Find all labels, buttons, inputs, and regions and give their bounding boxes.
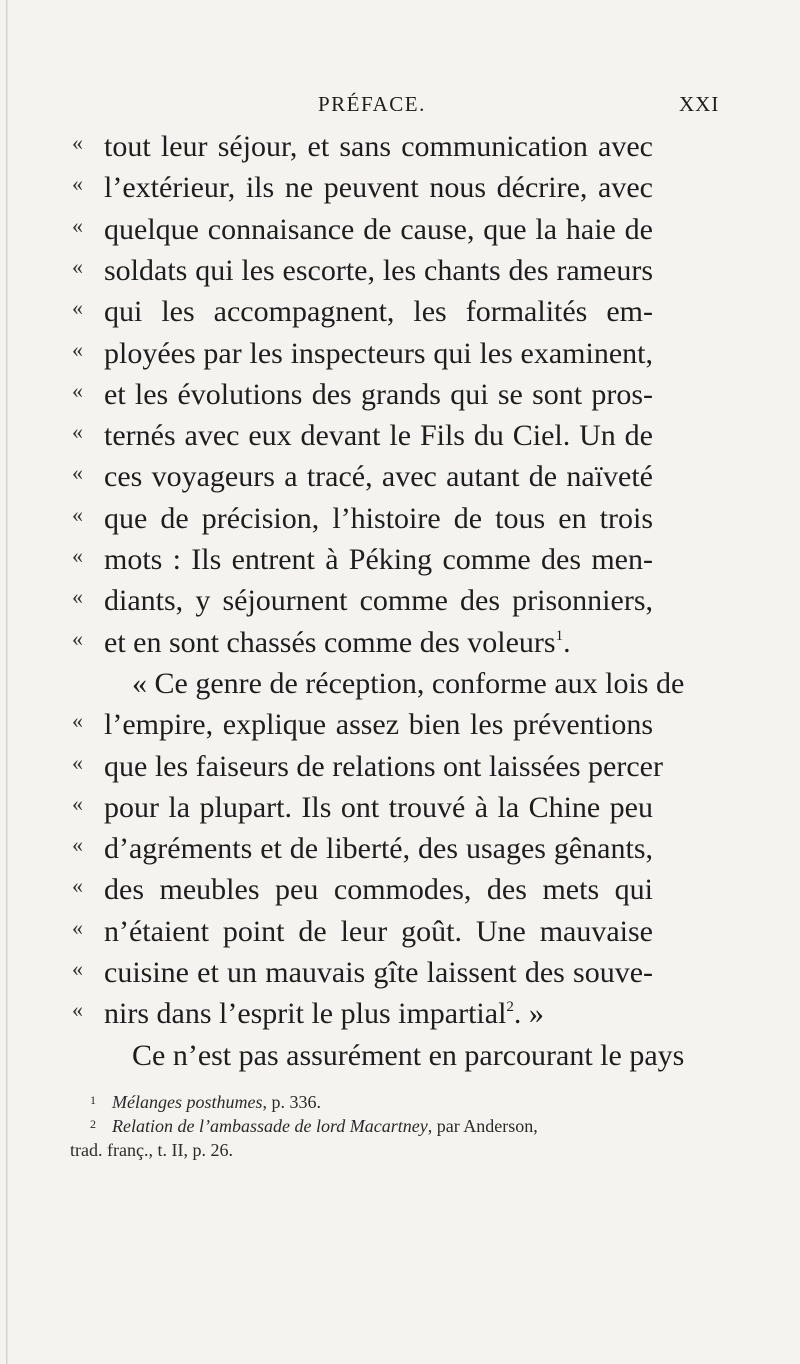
- quote-mark: «: [72, 253, 83, 279]
- quote-mark: «: [72, 584, 83, 610]
- text-line: [0, 582, 800, 622]
- quote-mark: «: [72, 501, 83, 527]
- text-line: [0, 417, 800, 457]
- text-line: [0, 748, 800, 788]
- line-text: [104, 417, 653, 455]
- quote-mark: «: [72, 873, 83, 899]
- quote-mark: «: [72, 708, 83, 734]
- line-words: et les évolutions des grands qui se sont pros-: [104, 377, 653, 411]
- footnote-citation: , par Anderson,: [427, 1116, 538, 1136]
- quote-mark: «: [72, 832, 83, 858]
- line-words: qui les accompagnent, les formalités em-: [104, 295, 653, 329]
- text-line: [0, 211, 800, 251]
- page-number: XXI: [679, 92, 720, 116]
- line-words: pour la plupart. Ils ont trouvé à la Chine peu: [104, 790, 653, 824]
- line-words: soldats qui les escorte, les chants des rameurs: [104, 253, 653, 287]
- running-header: [0, 92, 800, 122]
- footnote-text: [112, 1114, 538, 1138]
- text-line: [0, 789, 800, 829]
- line-text: [104, 335, 653, 373]
- line-text: [104, 624, 653, 662]
- quote-mark: «: [72, 956, 83, 981]
- line-text: [104, 706, 653, 744]
- line-text: [104, 293, 653, 331]
- text-line: [0, 458, 800, 498]
- quote-mark: «: [72, 460, 83, 486]
- text-line: [0, 335, 800, 375]
- text-line: [0, 169, 800, 209]
- line-words: que les faiseurs de relations ont laissées percer: [104, 749, 663, 783]
- line-words: cuisine et un mauvais gîte laissent des souve-: [104, 956, 653, 989]
- quote-mark: «: [72, 790, 83, 816]
- line-text: [104, 871, 653, 909]
- footnote-mark: 2: [90, 1117, 96, 1131]
- line-words: d’agréments et de liberté, des usages gênants,: [104, 832, 653, 866]
- footnote-citation: trad. franç., t. II, p. 26.: [70, 1140, 233, 1160]
- footnote-title: Mélanges posthumes: [112, 1092, 263, 1112]
- quote-mark: «: [72, 914, 83, 940]
- line-text: [104, 789, 653, 827]
- quote-mark: «: [72, 543, 83, 568]
- line-text: [104, 748, 663, 786]
- footnote-reference: 1: [555, 627, 564, 644]
- text-line: [0, 376, 800, 416]
- quote-mark: «: [72, 212, 83, 238]
- line-text: [104, 458, 653, 496]
- quote-mark: «: [72, 997, 83, 1023]
- line-text: [104, 830, 653, 868]
- line-text: [104, 252, 653, 290]
- running-title: PRÉFACE.: [318, 92, 426, 116]
- line-words: que de précision, l’histoire de tous en trois: [104, 501, 653, 535]
- line-text: [104, 211, 653, 249]
- line-words: nirs dans l’esprit le plus impartial: [104, 997, 507, 1031]
- line-text: [104, 128, 653, 166]
- quote-mark: «: [72, 130, 83, 155]
- text-line: [0, 252, 800, 292]
- line-text: [104, 913, 653, 951]
- text-line: [0, 293, 800, 333]
- line-words: quelque connaisance de cause, que la haie de: [104, 212, 653, 246]
- text-line: [0, 665, 800, 705]
- quote-mark: «: [72, 625, 83, 651]
- line-words: n’étaient point de leur goût. Une mauvaise: [104, 914, 653, 948]
- line-punctuation: . »: [513, 997, 544, 1031]
- line-text: [132, 665, 685, 703]
- text-line: [0, 995, 800, 1035]
- line-text: [104, 500, 653, 538]
- line-text: [104, 541, 653, 579]
- line-text: [104, 582, 653, 620]
- text-line: [0, 954, 800, 994]
- quote-mark: «: [72, 171, 83, 197]
- text-line: [0, 706, 800, 746]
- footnote-citation: , p. 336.: [262, 1092, 321, 1112]
- text-line: [0, 871, 800, 911]
- text-line: [0, 128, 800, 168]
- footnote-text: [112, 1090, 321, 1114]
- line-words: tout leur séjour, et sans communication avec: [104, 130, 653, 163]
- line-text: [104, 995, 653, 1033]
- line-words: l’empire, explique assez bien les préventions: [104, 708, 653, 742]
- line-text: [104, 169, 653, 207]
- line-words: des meubles peu commodes, des mets qui: [104, 873, 653, 907]
- line-words: l’extérieur, ils ne peuvent nous décrire, avec: [104, 171, 653, 205]
- quote-mark: «: [72, 419, 83, 445]
- text-line: [0, 913, 800, 953]
- line-text: [104, 376, 653, 414]
- quote-mark: «: [72, 336, 83, 362]
- footnote-reference: 2: [506, 999, 514, 1016]
- quote-mark: «: [72, 377, 83, 403]
- quote-mark: «: [72, 749, 83, 775]
- line-text: [104, 954, 653, 992]
- footnote-mark: 1: [90, 1093, 96, 1107]
- text-line: [0, 624, 800, 664]
- line-words: ces voyageurs a tracé, avec autant de naïveté: [104, 460, 653, 494]
- line-words: ternés avec eux devant le Fils du Ciel. Un de: [104, 419, 653, 453]
- line-text: [132, 1037, 685, 1075]
- text-line: [0, 541, 800, 581]
- footnote-title: Relation de l’ambassade de lord Macartney: [112, 1116, 428, 1136]
- line-words: et en sont chassés comme des voleurs: [104, 625, 556, 659]
- line-words: diants, y séjournent comme des prisonniers,: [104, 584, 653, 618]
- quote-mark: «: [72, 295, 83, 321]
- line-words: « Ce genre de réception, conforme aux lois de: [132, 666, 685, 700]
- text-line: [0, 500, 800, 540]
- line-words: mots : Ils entrent à Péking comme des men-: [104, 543, 653, 576]
- text-line: [0, 830, 800, 870]
- line-words: ployées par les inspecteurs qui les examinent,: [104, 336, 653, 370]
- line-punctuation: .: [563, 625, 571, 659]
- footnote-text: [70, 1138, 233, 1162]
- line-words: Ce n’est pas assurément en parcourant le pays: [132, 1038, 685, 1072]
- text-line: [0, 1037, 800, 1077]
